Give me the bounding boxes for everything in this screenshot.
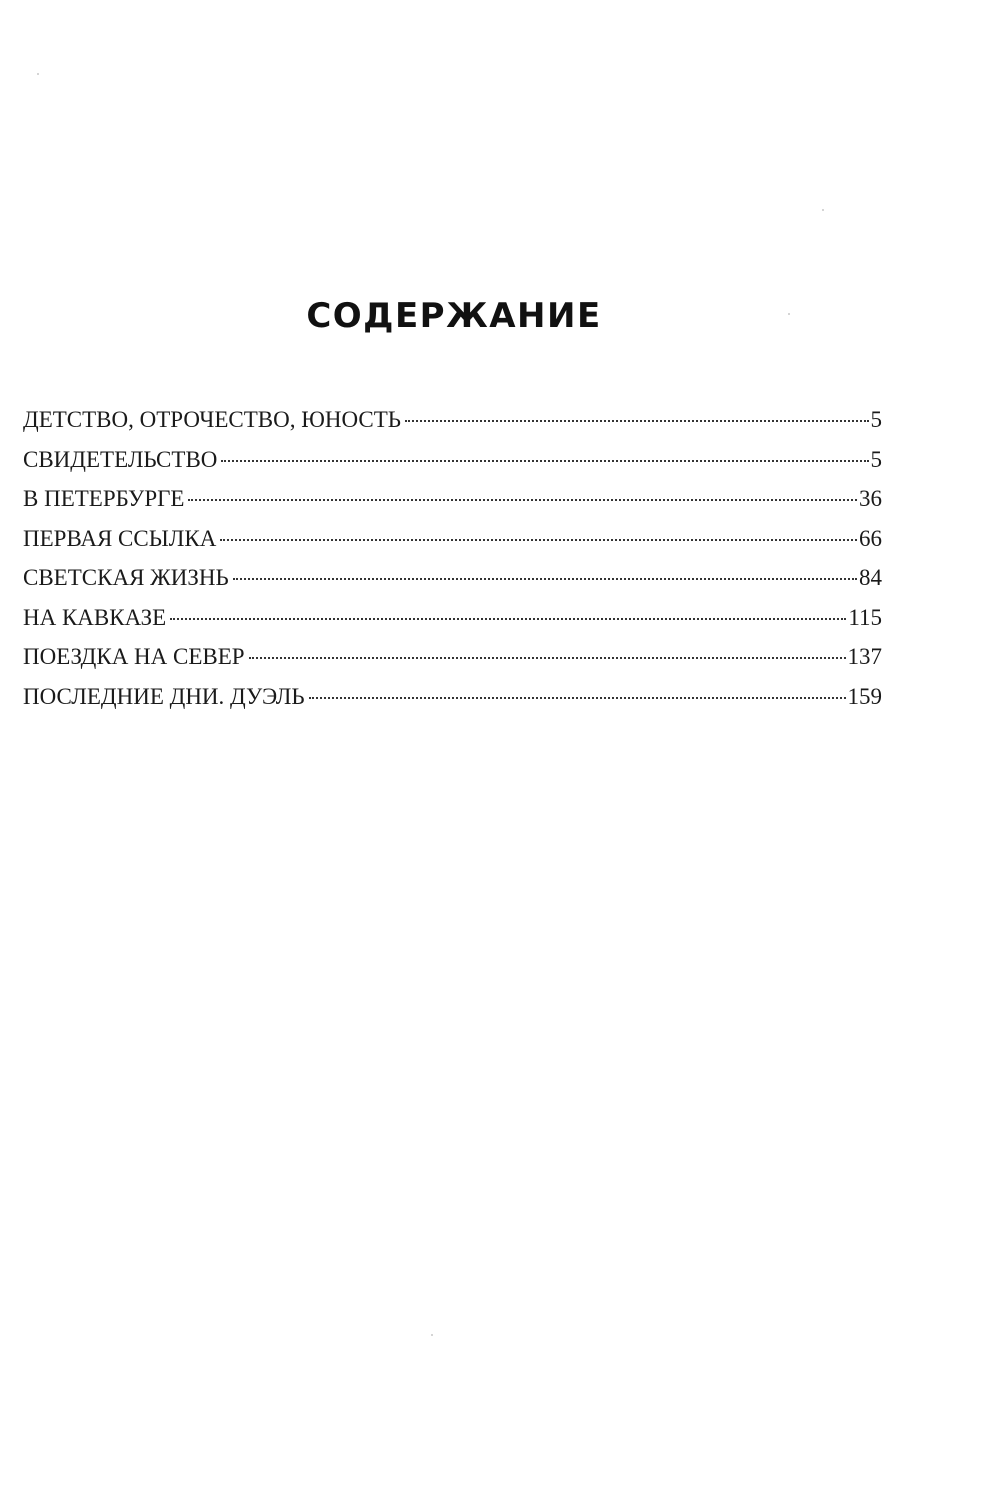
toc-dot-leader [221,460,868,462]
toc-dot-leader [249,657,846,659]
toc-entry-page: 115 [848,604,882,630]
toc-dot-leader [233,578,857,580]
toc-entry [23,558,882,598]
toc-entry [23,440,882,480]
toc-entry-page: 5 [870,407,882,432]
toc-entry-label: ДЕТСТВО, ОТРОЧЕСТВО, ЮНОСТЬ [23,407,401,432]
toc-dot-leader [220,539,857,541]
toc-entry-label: ПОЕЗДКА НА СЕВЕР [23,644,245,669]
toc-dot-leader [188,499,857,501]
toc-entry-page: 36 [859,486,882,511]
toc-entry [23,637,882,677]
scan-speck [822,209,824,211]
toc-entry [23,479,882,519]
toc-entry [23,400,882,440]
toc-list [23,400,882,716]
toc-entry [23,677,882,717]
toc-entry-label: НА КАВКАЗЕ [23,604,167,630]
toc-entry-label: СВИДЕТЕЛЬСТВО [23,446,218,472]
toc-entry-label: В ПЕТЕРБУРГЕ [23,486,185,511]
toc-entry-page: 137 [847,644,882,669]
toc-entry-label: ПЕРВАЯ ССЫЛКА [23,525,217,551]
toc-dot-leader [170,618,846,620]
toc-entry [23,598,882,638]
toc-dot-leader [405,420,869,422]
toc-entry-page: 5 [870,446,882,472]
toc-entry-page: 159 [847,683,882,709]
toc-entry [23,519,882,559]
scan-speck [37,73,39,75]
toc-dot-leader [309,697,846,699]
scan-speck [431,1334,433,1336]
toc-entry-label: СВЕТСКАЯ ЖИЗНЬ [23,565,229,590]
scan-speck [788,313,790,315]
toc-entry-label: ПОСЛЕДНИЕ ДНИ. ДУЭЛЬ [23,683,305,709]
toc-title: СОДЕРЖАНИЕ [306,296,602,336]
toc-entry-page: 84 [859,565,882,590]
toc-entry-page: 66 [859,525,882,551]
